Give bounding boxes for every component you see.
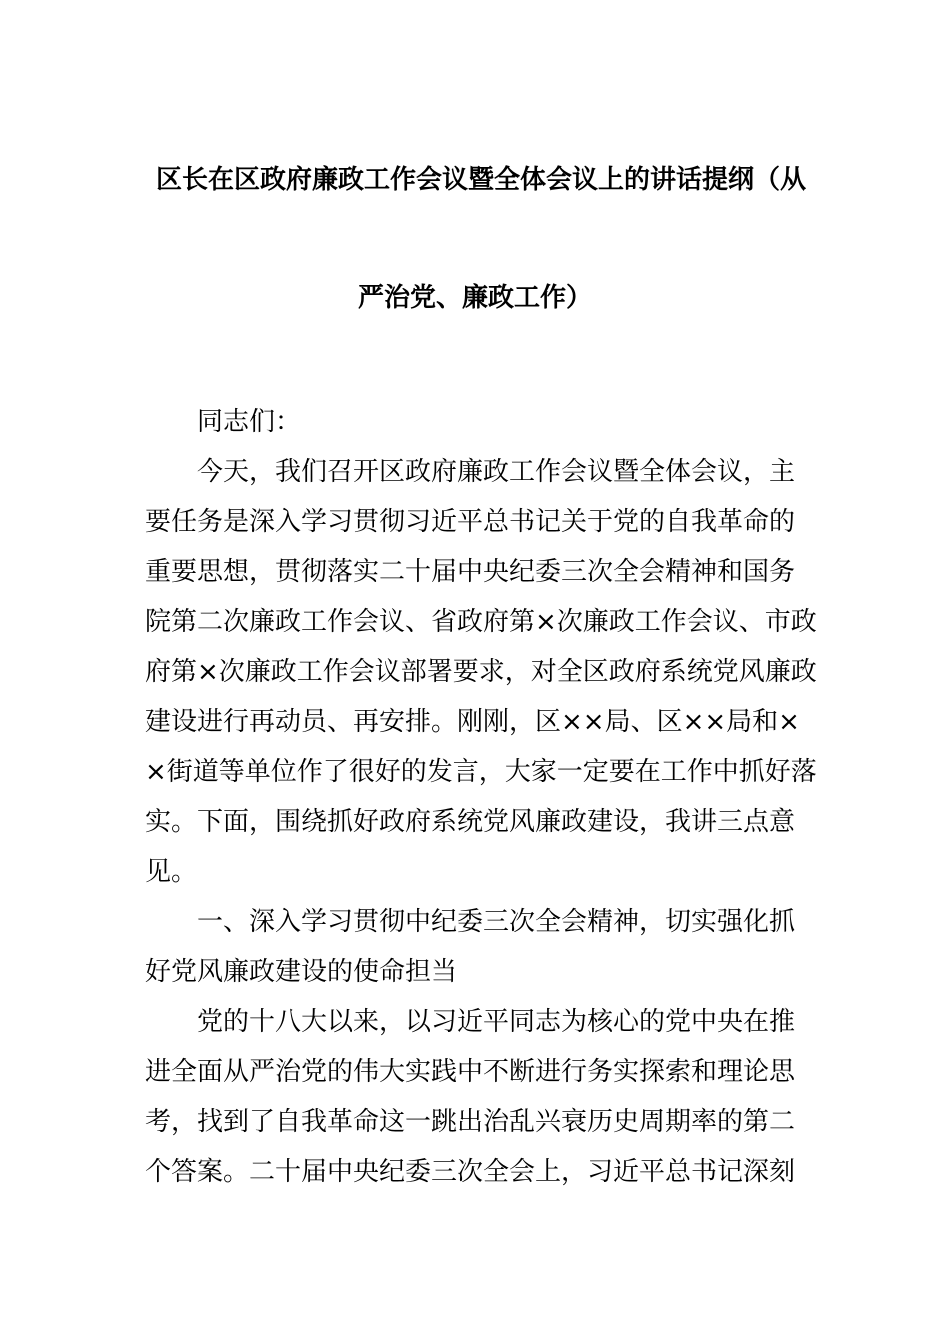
paragraph-line: 建设进行再动员、再安排。刚刚，区××局、区××局和×: [145, 707, 800, 737]
paragraph-line: 党的十八大以来，以习近平同志为核心的党中央在推: [197, 1007, 796, 1037]
paragraph-line: 实。下面，围绕抓好政府系统党风廉政建设，我讲三点意: [145, 807, 796, 837]
document-title-line-2: 严治党、廉政工作）: [357, 283, 592, 313]
paragraph-line: 院第二次廉政工作会议、省政府第×次廉政工作会议、市政: [145, 607, 817, 637]
paragraph-line: 见。: [145, 857, 198, 887]
section-heading-line: 好党风廉政建设的使命担当: [145, 957, 458, 987]
paragraph-line: 府第×次廉政工作会议部署要求，对全区政府系统党风廉政: [145, 657, 817, 687]
paragraph-line: 个答案。二十届中央纪委三次全会上，习近平总书记深刻: [145, 1157, 796, 1187]
paragraph-line: 今天，我们召开区政府廉政工作会议暨全体会议，主: [197, 457, 796, 487]
paragraph-line: ×街道等单位作了很好的发言，大家一定要在工作中抓好落: [145, 757, 817, 787]
paragraph-line: 考，找到了自我革命这一跳出治乱兴衰历史周期率的第二: [145, 1107, 796, 1137]
paragraph-line: 重要思想，贯彻落实二十届中央纪委三次全会精神和国务: [145, 557, 796, 587]
document-title-line-1: 区长在区政府廉政工作会议暨全体会议上的讲话提纲（从: [156, 165, 807, 195]
section-heading-line: 一、深入学习贯彻中纪委三次全会精神，切实强化抓: [197, 907, 796, 937]
salutation: 同志们：: [197, 407, 302, 437]
paragraph-line: 进全面从严治党的伟大实践中不断进行务实探索和理论思: [145, 1057, 796, 1087]
paragraph-line: 要任务是深入学习贯彻习近平总书记关于党的自我革命的: [145, 507, 796, 537]
